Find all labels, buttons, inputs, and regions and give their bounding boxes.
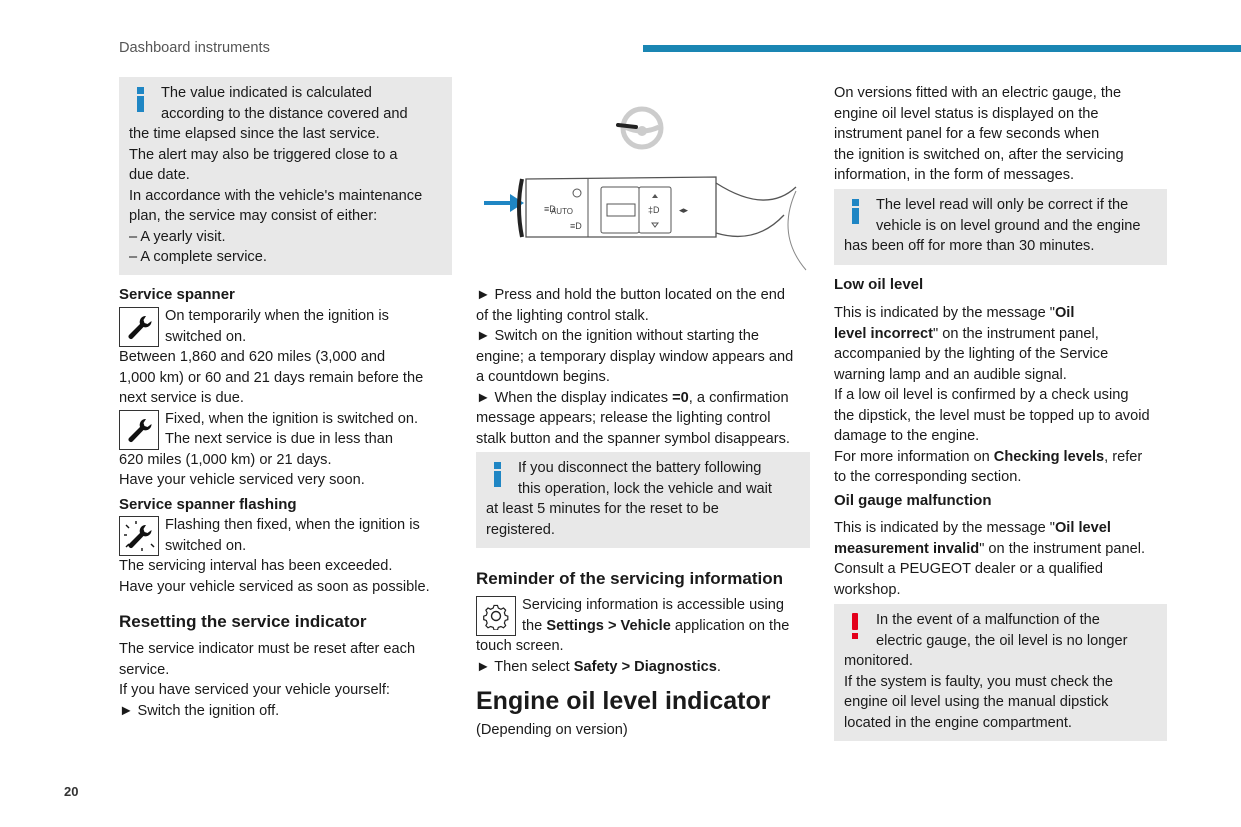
- warning-box-gauge: [834, 604, 1167, 741]
- low-oil-line: For more information on Checking levels, refer: [834, 448, 1143, 465]
- steering-wheel-icon: [618, 109, 661, 147]
- warning-line: If the system is faulty, you must check the: [844, 673, 1114, 690]
- spanner-text: Have your vehicle serviced very soon.: [119, 472, 365, 488]
- info-line: – A complete service.: [129, 249, 267, 265]
- step-line: ► Press and hold the button located on the end: [476, 287, 785, 303]
- oil-intro: [834, 83, 1174, 186]
- info-box-battery: [476, 452, 810, 548]
- reminder-section: [476, 595, 816, 677]
- reminder-text: the Settings > Vehicle application on the: [522, 617, 790, 634]
- intro-line: the ignition is switched on, after the servicing: [834, 146, 1124, 163]
- info-box-level-ground: [834, 189, 1167, 265]
- svg-text:‡D: ‡D: [648, 205, 660, 215]
- info-icon: [486, 458, 508, 490]
- spanner-text: 1,000 km) or 60 and 21 days remain before the: [119, 369, 424, 386]
- warning-line: engine oil level using the manual dipstick: [844, 694, 1109, 710]
- info-line: The value indicated is calculated: [161, 85, 372, 101]
- svg-text:◂▸: ◂▸: [679, 205, 689, 215]
- resetting-text: [119, 639, 459, 721]
- step-line: a countdown begins.: [476, 369, 610, 385]
- heading-low-oil: Low oil level: [834, 276, 924, 293]
- intro-line: On versions fitted with an electric gauge, the: [834, 85, 1122, 101]
- heading-oil-gauge-malfunction: Oil gauge malfunction: [834, 492, 992, 509]
- info-icon: [129, 83, 151, 115]
- flashing-spanner-icon: [119, 516, 159, 556]
- warning-line: electric gauge, the oil level is no longer: [876, 632, 1128, 649]
- malfunction-line: This is indicated by the message "Oil level: [834, 520, 1111, 536]
- reminder-text: ► Then select Safety > Diagnostics.: [476, 658, 721, 675]
- info-line: according to the distance covered and: [161, 105, 408, 122]
- reset-steps: [476, 285, 816, 449]
- flashing-text: Flashing then fixed, when the ignition is: [165, 517, 420, 533]
- step-line: engine; a temporary display window appears and: [476, 348, 794, 365]
- reminder-text: touch screen.: [476, 638, 564, 654]
- reset-line: The service indicator must be reset after each: [119, 641, 416, 657]
- reminder-text: Servicing information is accessible using: [522, 597, 784, 613]
- heading-reminder: Reminder of the servicing information: [476, 569, 783, 588]
- svg-text:≡D: ≡D: [570, 221, 582, 231]
- spanner-icon: [119, 410, 159, 450]
- info-line: The alert may also be triggered close to a: [129, 146, 398, 163]
- service-spanner-section: [119, 306, 459, 491]
- step-line: message appears; release the lighting control: [476, 410, 771, 426]
- low-oil-line: accompanied by the lighting of the Service: [834, 346, 1109, 362]
- reset-line: If you have serviced your vehicle yourself:: [119, 682, 390, 698]
- settings-gear-icon: [476, 596, 516, 636]
- info-line: at least 5 minutes for the reset to be: [486, 501, 719, 517]
- auto-label: AUTO: [550, 207, 574, 216]
- engine-oil-subtitle: (Depending on version): [476, 722, 628, 738]
- info-line: If you disconnect the battery following: [518, 460, 762, 476]
- malfunction-line: measurement invalid" on the instrument panel.: [834, 540, 1145, 557]
- spanner-text: The next service is due in less than: [165, 431, 393, 447]
- running-header: Dashboard instruments: [119, 40, 270, 56]
- malfunction-text: [834, 518, 1174, 600]
- low-oil-text: [834, 303, 1174, 488]
- spanner-text: Between 1,860 and 620 miles (3,000 and: [119, 349, 386, 365]
- warning-line: located in the engine compartment.: [844, 714, 1072, 731]
- reset-line: ► Switch the ignition off.: [119, 702, 280, 719]
- info-line: registered.: [486, 521, 555, 538]
- low-oil-line: If a low oil level is confirmed by a check using: [834, 387, 1129, 403]
- info-line: The level read will only be correct if the: [876, 197, 1129, 213]
- info-line: this operation, lock the vehicle and wait: [518, 480, 772, 497]
- spanner-icon: [119, 307, 159, 347]
- malfunction-line: workshop.: [834, 581, 901, 598]
- page-number: 20: [64, 784, 79, 799]
- spanner-flashing-section: [119, 515, 459, 597]
- info-line: has been off for more than 30 minutes.: [844, 238, 1095, 254]
- step-line: ► When the display indicates =0, a confirmation: [476, 389, 789, 406]
- step-line: ► Switch on the ignition without starting the: [476, 328, 759, 344]
- low-oil-line: the dipstick, the level must be topped up to avoid: [834, 407, 1150, 424]
- heading-resetting: Resetting the service indicator: [119, 612, 367, 631]
- svg-text:≡D: ≡D: [544, 204, 556, 214]
- intro-line: instrument panel for a few seconds when: [834, 126, 1100, 142]
- low-oil-line: This is indicated by the message "Oil: [834, 305, 1075, 321]
- info-line: In accordance with the vehicle's maintenance: [129, 187, 423, 204]
- info-line: the time elapsed since the last service.: [129, 126, 380, 142]
- info-line: plan, the service may consist of either:: [129, 208, 378, 224]
- spanner-text: On temporarily when the ignition is: [165, 308, 389, 324]
- header-accent-bar: [643, 45, 1241, 52]
- lighting-stalk-illustration: [476, 95, 810, 280]
- intro-line: engine oil level status is displayed on the: [834, 105, 1099, 122]
- heading-service-spanner: Service spanner: [119, 286, 235, 303]
- heading-spanner-flashing: Service spanner flashing: [119, 496, 297, 513]
- spanner-text: Fixed, when the ignition is switched on.: [165, 410, 419, 427]
- info-box-service-value: [119, 77, 452, 275]
- reset-line: service.: [119, 661, 170, 678]
- malfunction-line: Consult a PEUGEOT dealer or a qualified: [834, 561, 1104, 577]
- low-oil-line: level incorrect" on the instrument panel,: [834, 325, 1099, 342]
- info-line: – A yearly visit.: [129, 228, 226, 245]
- low-oil-line: warning lamp and an audible signal.: [834, 366, 1067, 383]
- spanner-text: 620 miles (1,000 km) or 21 days.: [119, 451, 332, 468]
- warning-exclamation-icon: [844, 610, 866, 642]
- info-line: due date.: [129, 167, 190, 183]
- intro-line: information, in the form of messages.: [834, 167, 1075, 183]
- step-line: stalk button and the spanner symbol disappears.: [476, 430, 790, 447]
- low-oil-line: to the corresponding section.: [834, 469, 1022, 485]
- low-oil-line: damage to the engine.: [834, 428, 980, 444]
- flashing-text: switched on.: [165, 537, 247, 554]
- info-icon: [844, 195, 866, 227]
- flashing-text: Have your vehicle serviced as soon as possible.: [119, 578, 430, 595]
- heading-engine-oil: Engine oil level indicator: [476, 687, 771, 715]
- spanner-text: next service is due.: [119, 390, 244, 406]
- warning-line: In the event of a malfunction of the: [876, 612, 1100, 628]
- warning-line: monitored.: [844, 653, 913, 669]
- spanner-text: switched on.: [165, 328, 247, 345]
- info-line: vehicle is on level ground and the engine: [876, 217, 1141, 234]
- step-line: of the lighting control stalk.: [476, 307, 649, 324]
- flashing-text: The servicing interval has been exceeded.: [119, 558, 393, 574]
